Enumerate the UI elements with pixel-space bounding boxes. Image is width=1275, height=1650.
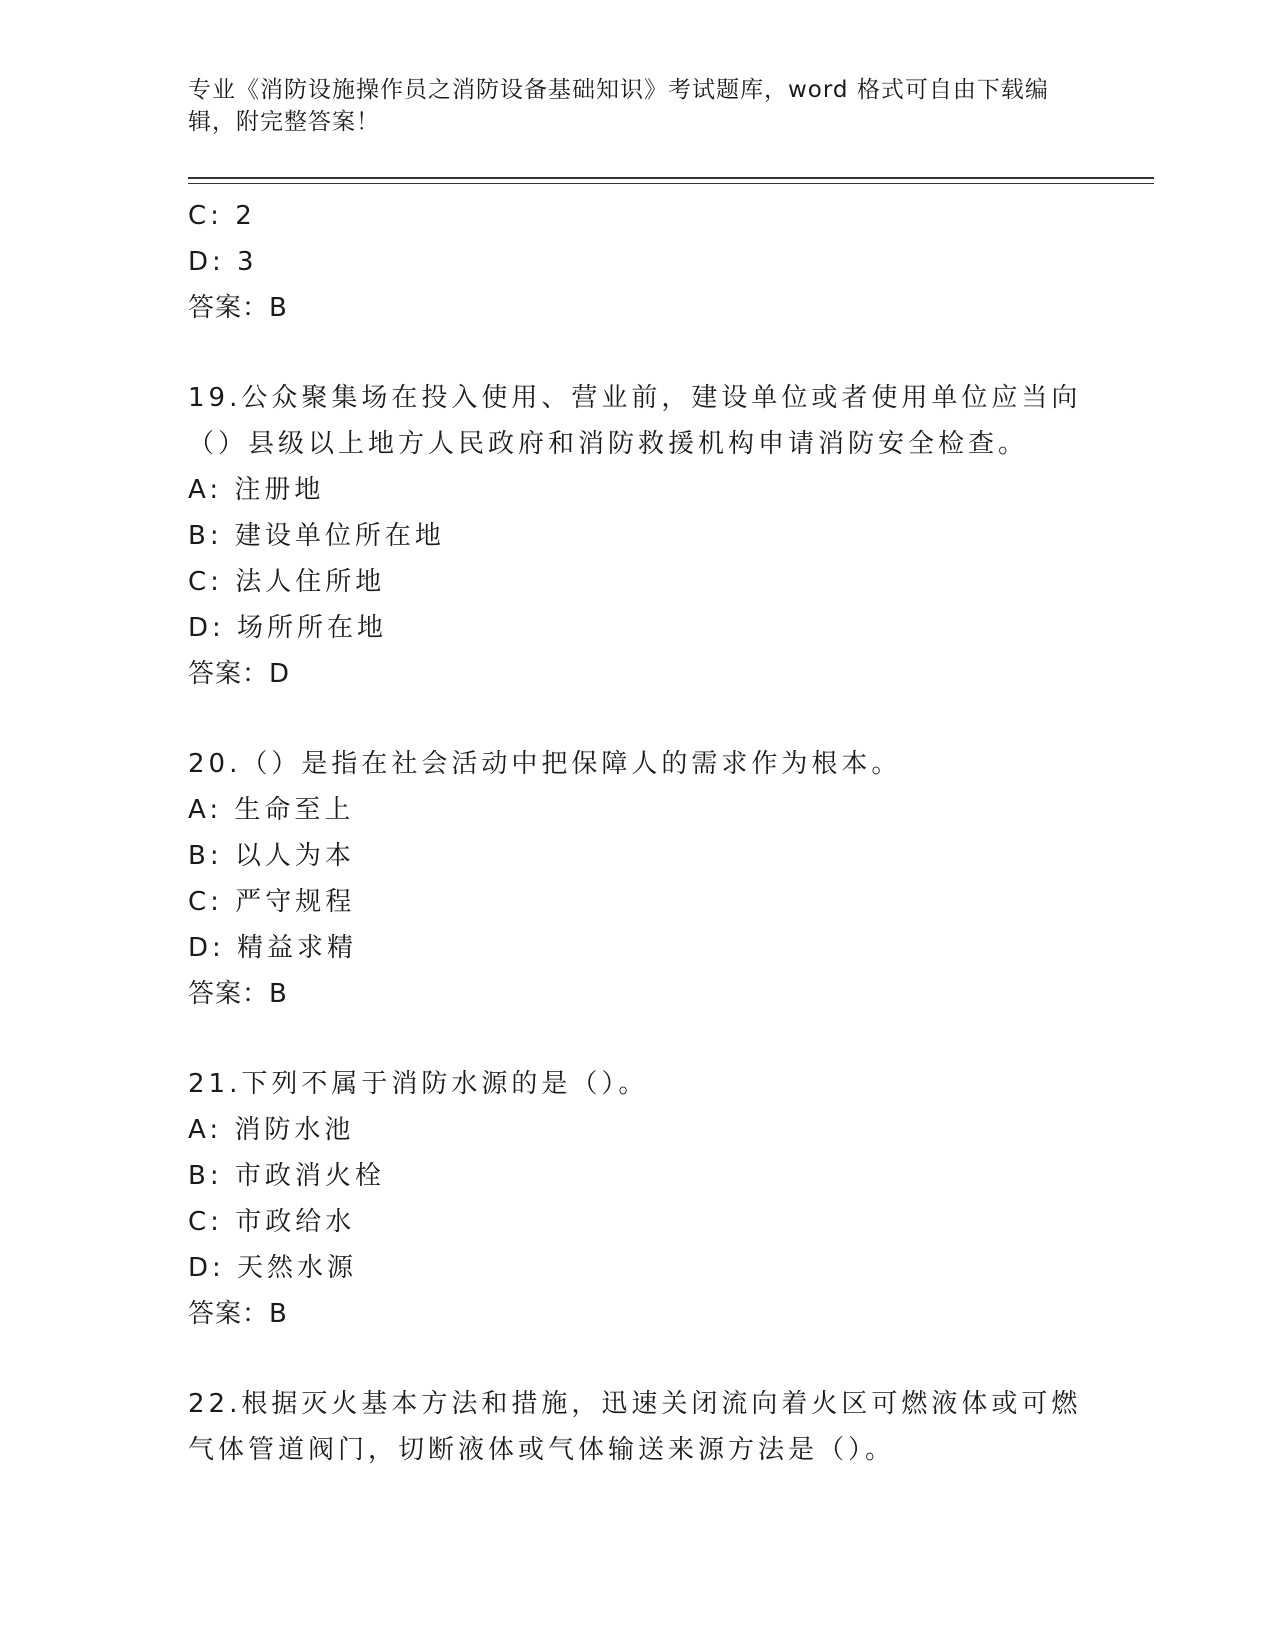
- answer-line: 答案：B: [188, 1299, 288, 1329]
- option-letter: A:: [188, 1115, 223, 1145]
- option-text: 注册地: [234, 475, 325, 505]
- question-text: 根据灭火基本方法和措施，迅速关闭流向着火区可燃液体或可燃气体管道阀门，切断液体或气体输送来源方法是（）。: [188, 1389, 1082, 1465]
- header-divider-thin: [188, 183, 1154, 184]
- header-divider-thick: [188, 177, 1154, 179]
- option-text: 市政消火栓: [234, 1161, 385, 1191]
- question-stem: [188, 1061, 1088, 1107]
- option-a: [188, 467, 1088, 513]
- answer-line: 答案：B: [188, 979, 288, 1009]
- option-b: [188, 513, 1088, 559]
- option-text: 天然水源: [237, 1253, 358, 1283]
- question-number: 21.: [188, 1069, 242, 1099]
- option-d: [188, 605, 1088, 651]
- option-text: 2: [235, 201, 256, 231]
- option-text: 市政给水: [235, 1207, 356, 1237]
- option-letter: B:: [188, 841, 223, 871]
- question-text: 公众聚集场在投入使用、营业前，建设单位或者使用单位应当向（）县级以上地方人民政府和消防救援机构申请消防安全检查。: [188, 383, 1082, 459]
- question-20: [188, 741, 1088, 1017]
- question-number: 20.: [188, 749, 242, 779]
- option-text: 严守规程: [235, 887, 356, 917]
- option-text: 消防水池: [234, 1115, 355, 1145]
- question-text: 下列不属于消防水源的是（）。: [241, 1069, 649, 1099]
- option-letter: C:: [188, 1207, 223, 1237]
- option-text: 法人住所地: [235, 567, 386, 597]
- question-stem: [188, 741, 1088, 787]
- question-stem: [188, 1381, 1088, 1473]
- option-text: 精益求精: [237, 933, 358, 963]
- option-letter: C:: [188, 201, 223, 231]
- option-letter: A:: [188, 795, 223, 825]
- option-letter: D:: [188, 933, 225, 963]
- option-c: [188, 1199, 1088, 1245]
- question-number: 19.: [188, 383, 242, 413]
- option-a: [188, 1107, 1088, 1153]
- answer-line: 答案：D: [188, 659, 291, 689]
- option-c: [188, 193, 1088, 239]
- option-d: [188, 239, 1088, 285]
- question-list: [188, 193, 1088, 1473]
- option-letter: D:: [188, 613, 225, 643]
- answer-line: 答案：B: [188, 293, 288, 323]
- option-text: 以人为本: [234, 841, 355, 871]
- option-letter: B:: [188, 1161, 223, 1191]
- option-letter: A:: [188, 475, 223, 505]
- option-text: 生命至上: [234, 795, 355, 825]
- option-letter: C:: [188, 567, 223, 597]
- option-letter: D:: [188, 247, 225, 277]
- question-18-tail: [188, 193, 1088, 331]
- question-stem: [188, 375, 1088, 467]
- question-22: [188, 1381, 1088, 1473]
- option-c: [188, 879, 1088, 925]
- option-a: [188, 787, 1088, 833]
- question-19: [188, 375, 1088, 697]
- option-b: [188, 1153, 1088, 1199]
- question-number: 22.: [188, 1389, 242, 1419]
- option-d: [188, 925, 1088, 971]
- option-letter: C:: [188, 887, 223, 917]
- option-letter: D:: [188, 1253, 225, 1283]
- option-b: [188, 833, 1088, 879]
- document-header: 专业《消防设施操作员之消防设备基础知识》考试题库，word 格式可自由下载编辑，附完整答案！: [188, 77, 1049, 135]
- option-text: 3: [237, 247, 258, 277]
- question-text: （）是指在社会活动中把保障人的需求作为根本。: [241, 749, 902, 779]
- option-text: 场所所在地: [237, 613, 388, 643]
- option-letter: B:: [188, 521, 223, 551]
- option-d: [188, 1245, 1088, 1291]
- option-text: 建设单位所在地: [234, 521, 445, 551]
- option-c: [188, 559, 1088, 605]
- question-21: [188, 1061, 1088, 1337]
